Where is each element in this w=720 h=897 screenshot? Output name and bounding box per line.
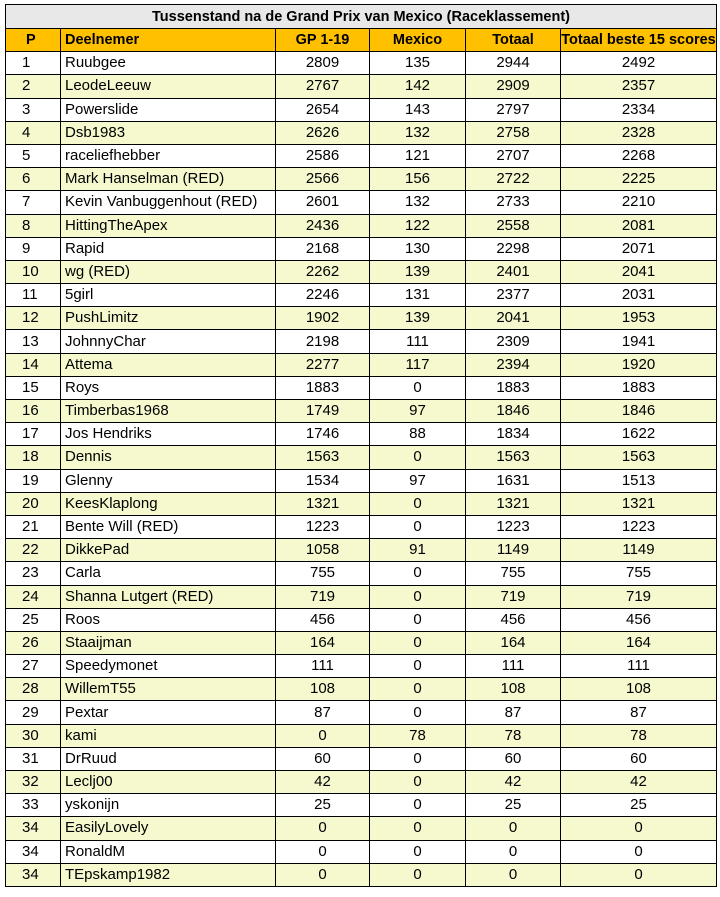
- table-row: [6, 678, 717, 701]
- gp-1-19-cell: 111: [276, 655, 370, 678]
- position-cell: 13: [6, 330, 61, 353]
- mexico-cell: 132: [370, 121, 466, 144]
- participant-cell: Dsb1983: [61, 121, 276, 144]
- total-cell: 1223: [466, 515, 561, 538]
- mexico-cell: 139: [370, 307, 466, 330]
- best-15-cell: 2081: [561, 214, 717, 237]
- gp-1-19-cell: 0: [276, 724, 370, 747]
- total-cell: 111: [466, 655, 561, 678]
- participant-cell: HittingTheApex: [61, 214, 276, 237]
- standings-table: [5, 4, 717, 887]
- gp-1-19-cell: 2262: [276, 260, 370, 283]
- position-cell: 21: [6, 515, 61, 538]
- gp-1-19-cell: 164: [276, 631, 370, 654]
- gp-1-19-cell: 2198: [276, 330, 370, 353]
- mexico-cell: 0: [370, 771, 466, 794]
- position-cell: 1: [6, 52, 61, 75]
- table-row: [6, 562, 717, 585]
- best-15-cell: 87: [561, 701, 717, 724]
- position-cell: 27: [6, 655, 61, 678]
- table-row: [6, 724, 717, 747]
- position-cell: 33: [6, 794, 61, 817]
- gp-1-19-cell: 755: [276, 562, 370, 585]
- mexico-cell: 0: [370, 515, 466, 538]
- table-row: [6, 863, 717, 886]
- best-15-cell: 0: [561, 863, 717, 886]
- table-row: [6, 98, 717, 121]
- total-cell: 1846: [466, 400, 561, 423]
- best-15-cell: 111: [561, 655, 717, 678]
- gp-1-19-cell: 1534: [276, 469, 370, 492]
- total-cell: 2394: [466, 353, 561, 376]
- participant-cell: WillemT55: [61, 678, 276, 701]
- total-cell: 0: [466, 840, 561, 863]
- best-15-cell: 2357: [561, 75, 717, 98]
- gp-1-19-cell: 456: [276, 608, 370, 631]
- mexico-cell: 0: [370, 562, 466, 585]
- mexico-cell: 130: [370, 237, 466, 260]
- participant-cell: Shanna Lutgert (RED): [61, 585, 276, 608]
- best-15-cell: 108: [561, 678, 717, 701]
- total-cell: 2733: [466, 191, 561, 214]
- total-cell: 164: [466, 631, 561, 654]
- header-best-15: Totaal beste 15 scores: [561, 29, 717, 52]
- total-cell: 87: [466, 701, 561, 724]
- gp-1-19-cell: 0: [276, 863, 370, 886]
- table-row: [6, 330, 717, 353]
- table-row: [6, 840, 717, 863]
- mexico-cell: 122: [370, 214, 466, 237]
- total-cell: 1883: [466, 376, 561, 399]
- total-cell: 1631: [466, 469, 561, 492]
- gp-1-19-cell: 87: [276, 701, 370, 724]
- position-cell: 26: [6, 631, 61, 654]
- participant-cell: Attema: [61, 353, 276, 376]
- total-cell: 2909: [466, 75, 561, 98]
- participant-cell: Dennis: [61, 446, 276, 469]
- participant-cell: Rapid: [61, 237, 276, 260]
- position-cell: 16: [6, 400, 61, 423]
- gp-1-19-cell: 2168: [276, 237, 370, 260]
- participant-cell: yskonijn: [61, 794, 276, 817]
- total-cell: 0: [466, 863, 561, 886]
- table-row: [6, 260, 717, 283]
- mexico-cell: 111: [370, 330, 466, 353]
- table-row: [6, 191, 717, 214]
- position-cell: 3: [6, 98, 61, 121]
- gp-1-19-cell: 0: [276, 840, 370, 863]
- best-15-cell: 2031: [561, 284, 717, 307]
- participant-cell: Leclj00: [61, 771, 276, 794]
- mexico-cell: 0: [370, 840, 466, 863]
- gp-1-19-cell: 1563: [276, 446, 370, 469]
- mexico-cell: 156: [370, 168, 466, 191]
- position-cell: 25: [6, 608, 61, 631]
- best-15-cell: 1941: [561, 330, 717, 353]
- gp-1-19-cell: 1749: [276, 400, 370, 423]
- total-cell: 456: [466, 608, 561, 631]
- participant-cell: Powerslide: [61, 98, 276, 121]
- mexico-cell: 0: [370, 655, 466, 678]
- best-15-cell: 164: [561, 631, 717, 654]
- table-row: [6, 794, 717, 817]
- mexico-cell: 143: [370, 98, 466, 121]
- mexico-cell: 0: [370, 863, 466, 886]
- best-15-cell: 2268: [561, 144, 717, 167]
- position-cell: 5: [6, 144, 61, 167]
- position-cell: 19: [6, 469, 61, 492]
- position-cell: 12: [6, 307, 61, 330]
- table-row: [6, 353, 717, 376]
- best-15-cell: 2225: [561, 168, 717, 191]
- participant-cell: raceliefhebber: [61, 144, 276, 167]
- table-row: [6, 75, 717, 98]
- best-15-cell: 755: [561, 562, 717, 585]
- table-row: [6, 423, 717, 446]
- mexico-cell: 97: [370, 400, 466, 423]
- best-15-cell: 1920: [561, 353, 717, 376]
- position-cell: 34: [6, 863, 61, 886]
- best-15-cell: 1321: [561, 492, 717, 515]
- table-row: [6, 121, 717, 144]
- best-15-cell: 1622: [561, 423, 717, 446]
- gp-1-19-cell: 2566: [276, 168, 370, 191]
- table-row: [6, 631, 717, 654]
- total-cell: 2558: [466, 214, 561, 237]
- table-row: [6, 585, 717, 608]
- gp-1-19-cell: 60: [276, 747, 370, 770]
- best-15-cell: 1513: [561, 469, 717, 492]
- mexico-cell: 135: [370, 52, 466, 75]
- position-cell: 17: [6, 423, 61, 446]
- best-15-cell: 0: [561, 817, 717, 840]
- header-participant: Deelnemer: [61, 29, 276, 52]
- total-cell: 2722: [466, 168, 561, 191]
- gp-1-19-cell: 25: [276, 794, 370, 817]
- participant-cell: Glenny: [61, 469, 276, 492]
- gp-1-19-cell: 2601: [276, 191, 370, 214]
- mexico-cell: 0: [370, 608, 466, 631]
- position-cell: 9: [6, 237, 61, 260]
- mexico-cell: 0: [370, 446, 466, 469]
- mexico-cell: 117: [370, 353, 466, 376]
- total-cell: 108: [466, 678, 561, 701]
- participant-cell: RonaldM: [61, 840, 276, 863]
- participant-cell: PushLimitz: [61, 307, 276, 330]
- position-cell: 7: [6, 191, 61, 214]
- total-cell: 42: [466, 771, 561, 794]
- total-cell: 25: [466, 794, 561, 817]
- participant-cell: DrRuud: [61, 747, 276, 770]
- mexico-cell: 0: [370, 585, 466, 608]
- header-position: P: [6, 29, 61, 52]
- table-row: [6, 214, 717, 237]
- table-row: [6, 771, 717, 794]
- title-row: [6, 5, 717, 29]
- gp-1-19-cell: 719: [276, 585, 370, 608]
- participant-cell: Roos: [61, 608, 276, 631]
- best-15-cell: 2492: [561, 52, 717, 75]
- gp-1-19-cell: 1883: [276, 376, 370, 399]
- participant-cell: wg (RED): [61, 260, 276, 283]
- table-row: [6, 469, 717, 492]
- best-15-cell: 2071: [561, 237, 717, 260]
- table-row: [6, 307, 717, 330]
- table-row: [6, 168, 717, 191]
- position-cell: 15: [6, 376, 61, 399]
- best-15-cell: 1149: [561, 539, 717, 562]
- best-15-cell: 2210: [561, 191, 717, 214]
- participant-cell: Roys: [61, 376, 276, 399]
- mexico-cell: 0: [370, 794, 466, 817]
- gp-1-19-cell: 108: [276, 678, 370, 701]
- table-body: [6, 52, 717, 887]
- position-cell: 4: [6, 121, 61, 144]
- total-cell: 2309: [466, 330, 561, 353]
- mexico-cell: 121: [370, 144, 466, 167]
- gp-1-19-cell: 2277: [276, 353, 370, 376]
- position-cell: 31: [6, 747, 61, 770]
- best-15-cell: 2328: [561, 121, 717, 144]
- gp-1-19-cell: 2809: [276, 52, 370, 75]
- total-cell: 2041: [466, 307, 561, 330]
- gp-1-19-cell: 2767: [276, 75, 370, 98]
- position-cell: 18: [6, 446, 61, 469]
- standings-sheet: [5, 4, 716, 887]
- gp-1-19-cell: 42: [276, 771, 370, 794]
- table-row: [6, 492, 717, 515]
- position-cell: 14: [6, 353, 61, 376]
- position-cell: 30: [6, 724, 61, 747]
- total-cell: 2758: [466, 121, 561, 144]
- mexico-cell: 78: [370, 724, 466, 747]
- gp-1-19-cell: 2654: [276, 98, 370, 121]
- mexico-cell: 0: [370, 701, 466, 724]
- position-cell: 34: [6, 840, 61, 863]
- best-15-cell: 719: [561, 585, 717, 608]
- participant-cell: Pextar: [61, 701, 276, 724]
- position-cell: 22: [6, 539, 61, 562]
- mexico-cell: 139: [370, 260, 466, 283]
- participant-cell: kami: [61, 724, 276, 747]
- total-cell: 2377: [466, 284, 561, 307]
- table-row: [6, 400, 717, 423]
- table-row: [6, 515, 717, 538]
- mexico-cell: 0: [370, 492, 466, 515]
- total-cell: 60: [466, 747, 561, 770]
- total-cell: 755: [466, 562, 561, 585]
- participant-cell: Mark Hanselman (RED): [61, 168, 276, 191]
- table-row: [6, 701, 717, 724]
- total-cell: 1149: [466, 539, 561, 562]
- participant-cell: Ruubgee: [61, 52, 276, 75]
- total-cell: 2298: [466, 237, 561, 260]
- participant-cell: Speedymonet: [61, 655, 276, 678]
- header-mexico: Mexico: [370, 29, 466, 52]
- mexico-cell: 131: [370, 284, 466, 307]
- total-cell: 2401: [466, 260, 561, 283]
- best-15-cell: 1563: [561, 446, 717, 469]
- position-cell: 29: [6, 701, 61, 724]
- participant-cell: Timberbas1968: [61, 400, 276, 423]
- position-cell: 8: [6, 214, 61, 237]
- gp-1-19-cell: 2436: [276, 214, 370, 237]
- position-cell: 34: [6, 817, 61, 840]
- best-15-cell: 456: [561, 608, 717, 631]
- total-cell: 0: [466, 817, 561, 840]
- best-15-cell: 1953: [561, 307, 717, 330]
- gp-1-19-cell: 1746: [276, 423, 370, 446]
- total-cell: 78: [466, 724, 561, 747]
- mexico-cell: 0: [370, 747, 466, 770]
- best-15-cell: 2334: [561, 98, 717, 121]
- mexico-cell: 0: [370, 678, 466, 701]
- position-cell: 6: [6, 168, 61, 191]
- best-15-cell: 1883: [561, 376, 717, 399]
- mexico-cell: 0: [370, 376, 466, 399]
- table-row: [6, 608, 717, 631]
- total-cell: 1321: [466, 492, 561, 515]
- participant-cell: DikkePad: [61, 539, 276, 562]
- header-total: Totaal: [466, 29, 561, 52]
- participant-cell: EasilyLovely: [61, 817, 276, 840]
- total-cell: 2797: [466, 98, 561, 121]
- gp-1-19-cell: 1223: [276, 515, 370, 538]
- position-cell: 20: [6, 492, 61, 515]
- participant-cell: Bente Will (RED): [61, 515, 276, 538]
- position-cell: 32: [6, 771, 61, 794]
- gp-1-19-cell: 1902: [276, 307, 370, 330]
- table-row: [6, 539, 717, 562]
- gp-1-19-cell: 1321: [276, 492, 370, 515]
- participant-cell: 5girl: [61, 284, 276, 307]
- best-15-cell: 1846: [561, 400, 717, 423]
- total-cell: 719: [466, 585, 561, 608]
- table-row: [6, 817, 717, 840]
- gp-1-19-cell: 2626: [276, 121, 370, 144]
- table-row: [6, 655, 717, 678]
- gp-1-19-cell: 2586: [276, 144, 370, 167]
- mexico-cell: 142: [370, 75, 466, 98]
- total-cell: 1834: [466, 423, 561, 446]
- position-cell: 11: [6, 284, 61, 307]
- mexico-cell: 132: [370, 191, 466, 214]
- best-15-cell: 78: [561, 724, 717, 747]
- gp-1-19-cell: 1058: [276, 539, 370, 562]
- position-cell: 28: [6, 678, 61, 701]
- position-cell: 24: [6, 585, 61, 608]
- table-row: [6, 52, 717, 75]
- best-15-cell: 2041: [561, 260, 717, 283]
- header-row: [6, 29, 717, 52]
- position-cell: 2: [6, 75, 61, 98]
- gp-1-19-cell: 2246: [276, 284, 370, 307]
- participant-cell: KeesKlaplong: [61, 492, 276, 515]
- total-cell: 2707: [466, 144, 561, 167]
- header-gp-1-19: GP 1-19: [276, 29, 370, 52]
- participant-cell: Kevin Vanbuggenhout (RED): [61, 191, 276, 214]
- participant-cell: Staaijman: [61, 631, 276, 654]
- best-15-cell: 25: [561, 794, 717, 817]
- gp-1-19-cell: 0: [276, 817, 370, 840]
- table-row: [6, 237, 717, 260]
- table-title: Tussenstand na de Grand Prix van Mexico (Raceklassement): [6, 5, 717, 29]
- total-cell: 2944: [466, 52, 561, 75]
- best-15-cell: 60: [561, 747, 717, 770]
- participant-cell: JohnnyChar: [61, 330, 276, 353]
- table-row: [6, 376, 717, 399]
- table-row: [6, 446, 717, 469]
- participant-cell: TEpskamp1982: [61, 863, 276, 886]
- table-row: [6, 747, 717, 770]
- position-cell: 10: [6, 260, 61, 283]
- best-15-cell: 0: [561, 840, 717, 863]
- position-cell: 23: [6, 562, 61, 585]
- best-15-cell: 1223: [561, 515, 717, 538]
- total-cell: 1563: [466, 446, 561, 469]
- mexico-cell: 88: [370, 423, 466, 446]
- mexico-cell: 0: [370, 631, 466, 654]
- participant-cell: Carla: [61, 562, 276, 585]
- best-15-cell: 42: [561, 771, 717, 794]
- table-row: [6, 284, 717, 307]
- participant-cell: LeodeLeeuw: [61, 75, 276, 98]
- mexico-cell: 0: [370, 817, 466, 840]
- mexico-cell: 97: [370, 469, 466, 492]
- table-row: [6, 144, 717, 167]
- participant-cell: Jos Hendriks: [61, 423, 276, 446]
- mexico-cell: 91: [370, 539, 466, 562]
